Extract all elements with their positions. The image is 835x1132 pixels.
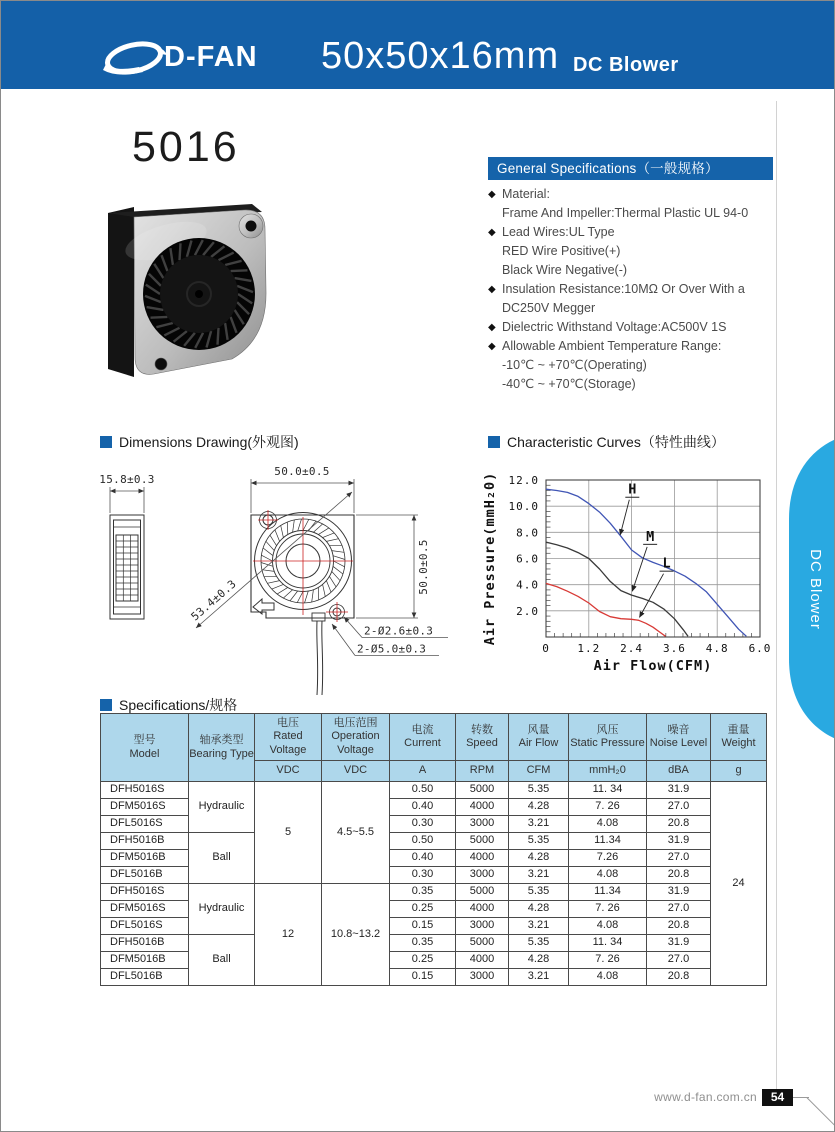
x-tick-label: 0 (542, 642, 550, 655)
data-cell: 20.8 (647, 969, 711, 986)
data-cell: 0.50 (390, 782, 456, 799)
data-cell: 3000 (456, 816, 509, 833)
col-header-current: 电流 Current (390, 714, 456, 761)
header-bar (1, 1, 834, 89)
data-cell: 4.08 (569, 969, 647, 986)
data-cell: 12 (255, 884, 322, 986)
data-cell: 0.25 (390, 901, 456, 918)
diamond-bullet-icon: ◆ (488, 227, 496, 238)
col-unit-speed: RPM (456, 761, 509, 782)
data-cell: 4.28 (509, 850, 569, 867)
data-cell: 31.9 (647, 884, 711, 901)
data-cell: 0.35 (390, 935, 456, 952)
x-tick-label: 1.2 (577, 642, 601, 655)
spec-item (488, 299, 793, 318)
spec-item-text: Frame And Impeller:Thermal Plastic UL 94-0 (502, 206, 749, 220)
data-cell: 0.50 (390, 833, 456, 850)
curve-H (546, 489, 746, 636)
data-cell: 3000 (456, 867, 509, 884)
data-cell: 31.9 (647, 935, 711, 952)
data-cell: 0.15 (390, 918, 456, 935)
x-tick-label: 4.8 (705, 642, 729, 655)
data-cell: 3000 (456, 969, 509, 986)
data-cell: 4000 (456, 901, 509, 918)
col-header-weight: 重量 Weight (711, 714, 767, 761)
footer-rule-diagonal (806, 1097, 835, 1127)
col-header-static-pressure: 风压 Static Pressure (569, 714, 647, 761)
square-bullet-icon (488, 436, 500, 448)
data-cell: 7. 26 (569, 952, 647, 969)
data-cell: 27.0 (647, 952, 711, 969)
data-cell: 31.9 (647, 833, 711, 850)
spec-item-text: Dielectric Withstand Voltage:AC500V 1S (502, 320, 727, 334)
footer-page-number: 54 (762, 1089, 793, 1106)
data-cell: 7. 26 (569, 901, 647, 918)
data-cell: Ball (189, 833, 255, 884)
col-header-speed: 转数 Speed (456, 714, 509, 761)
spec-table (100, 713, 767, 986)
square-bullet-icon (100, 436, 112, 448)
data-cell: 4.28 (509, 952, 569, 969)
spec-item-text: -10℃ ~ +70℃(Operating) (502, 358, 647, 372)
col-unit-noise-level: dBA (647, 761, 711, 782)
data-cell: 0.35 (390, 884, 456, 901)
section-title-dimensions: Dimensions Drawing(外观图) (100, 432, 299, 452)
col-unit-air-flow: CFM (509, 761, 569, 782)
spec-item (488, 375, 793, 394)
brand-name: D-FAN (164, 41, 258, 73)
spec-item-text: Allowable Ambient Temperature Range: (502, 339, 722, 353)
data-cell: 0.15 (390, 969, 456, 986)
small-hole-dim-label: 2-Ø2.6±0.3 (364, 624, 434, 638)
spec-item (488, 242, 793, 261)
table-row (101, 833, 767, 850)
product-type-title: DC Blower (573, 54, 679, 76)
section-title-curves: Characteristic Curves（特性曲线） (488, 432, 725, 452)
model-cell: DFM5016S (101, 799, 189, 816)
data-cell: 4.08 (569, 816, 647, 833)
diamond-bullet-icon: ◆ (488, 341, 496, 352)
data-cell: 31.9 (647, 782, 711, 799)
model-cell: DFL5016B (101, 867, 189, 884)
data-cell: 5.35 (509, 884, 569, 901)
data-cell: 10.8~13.2 (322, 884, 390, 986)
spec-item-text: -40℃ ~ +70℃(Storage) (502, 377, 636, 391)
brand-logo-icon (101, 37, 171, 81)
spec-item-text: Lead Wires:UL Type (502, 225, 615, 239)
model-cell: DFL5016B (101, 969, 189, 986)
y-tick-label: 2.0 (516, 604, 539, 618)
data-cell: 3.21 (509, 816, 569, 833)
model-cell: DFH5016S (101, 782, 189, 799)
data-cell: 20.8 (647, 918, 711, 935)
data-cell: 5.35 (509, 935, 569, 952)
data-cell: 3000 (456, 918, 509, 935)
data-cell: 5000 (456, 833, 509, 850)
y-tick-label: 8.0 (516, 526, 539, 540)
data-cell: 0.30 (390, 867, 456, 884)
model-cell: DFL5016S (101, 918, 189, 935)
diagonal-dim-label: 53.4±0.3 (188, 577, 239, 624)
general-specs-list (488, 185, 793, 394)
data-cell: 0.30 (390, 816, 456, 833)
x-tick-label: 3.6 (662, 642, 686, 655)
product-photo (104, 199, 279, 384)
data-cell: 4000 (456, 850, 509, 867)
data-cell: Hydraulic (189, 884, 255, 935)
large-hole-dim-label: 2-Ø5.0±0.3 (357, 642, 427, 656)
x-tick-label: 6.0 (748, 642, 772, 655)
data-cell: 4.5~5.5 (322, 782, 390, 884)
curve-label-M: M (646, 528, 655, 545)
spec-item (488, 280, 793, 299)
diamond-bullet-icon: ◆ (488, 189, 496, 200)
data-cell: 5 (255, 782, 322, 884)
data-cell: Hydraulic (189, 782, 255, 833)
data-cell: 11. 34 (569, 782, 647, 799)
footer-website: www.d-fan.com.cn (654, 1090, 757, 1104)
col-unit-rated-voltage: VDC (255, 761, 322, 782)
data-cell: 20.8 (647, 816, 711, 833)
model-cell: DFM5016B (101, 850, 189, 867)
spec-item-text: Material: (502, 187, 550, 201)
spec-item (488, 356, 793, 375)
data-cell: 4000 (456, 799, 509, 816)
spec-item (488, 337, 793, 356)
col-header-bearing-type: 轴承类型 Bearing Type (189, 714, 255, 782)
data-cell: 5.35 (509, 782, 569, 799)
col-header-rated-voltage: 电压 Rated Voltage (255, 714, 322, 761)
spec-item (488, 261, 793, 280)
data-cell: Ball (189, 935, 255, 986)
data-cell: 27.0 (647, 850, 711, 867)
spec-item (488, 223, 793, 242)
spec-item-text: Insulation Resistance:10MΩ Or Over With a (502, 282, 745, 296)
y-tick-label: 10.0 (508, 500, 539, 514)
general-specs-header: General Specifications（一般规格） (488, 157, 773, 180)
data-cell: 4.08 (569, 918, 647, 935)
col-unit-operation-voltage: VDC (322, 761, 390, 782)
data-cell: 5000 (456, 935, 509, 952)
spec-item (488, 318, 793, 337)
data-cell: 24 (711, 782, 767, 986)
table-row (101, 884, 767, 901)
table-row (101, 935, 767, 952)
data-cell: 4.08 (569, 867, 647, 884)
diamond-bullet-icon: ◆ (488, 284, 496, 295)
col-header-operation-voltage: 电压范围 Operation Voltage (322, 714, 390, 761)
height-dim-label: 50.0±0.5 (417, 539, 430, 595)
y-tick-label: 12.0 (508, 474, 539, 487)
page-title-size: 50x50x16mm (321, 35, 560, 77)
data-cell: 4.28 (509, 799, 569, 816)
side-tab-label: DC Blower (806, 548, 824, 630)
right-margin-rule (776, 101, 777, 1097)
data-cell: 0.40 (390, 799, 456, 816)
col-header-noise-level: 噪音 Noise Level (647, 714, 711, 761)
y-tick-label: 6.0 (516, 552, 539, 566)
side-tab-dc-blower (786, 439, 835, 739)
data-cell: 7.26 (569, 850, 647, 867)
curve-label-H: H (628, 481, 637, 498)
characteristic-curves-chart (481, 457, 781, 675)
model-cell: DFH5016B (101, 833, 189, 850)
data-cell: 20.8 (647, 867, 711, 884)
data-cell: 7. 26 (569, 799, 647, 816)
y-axis-label: Air Pressure(mmH₂0) (482, 471, 498, 646)
col-unit-weight: g (711, 761, 767, 782)
thickness-dim-label: 15.8±0.3 (99, 473, 155, 486)
model-cell: DFM5016S (101, 901, 189, 918)
spec-item-text: RED Wire Positive(+) (502, 244, 621, 258)
spec-item (488, 185, 793, 204)
data-cell: 27.0 (647, 799, 711, 816)
data-cell: 5.35 (509, 833, 569, 850)
data-cell: 3.21 (509, 918, 569, 935)
diamond-bullet-icon: ◆ (488, 322, 496, 333)
col-unit-current: A (390, 761, 456, 782)
data-cell: 4000 (456, 952, 509, 969)
spec-item (488, 204, 793, 223)
x-axis-label: Air Flow(CFM) (593, 658, 713, 674)
data-cell: 0.25 (390, 952, 456, 969)
table-row (101, 782, 767, 799)
col-header-model: 型号 Model (101, 714, 189, 782)
data-cell: 4.28 (509, 901, 569, 918)
col-unit-static-pressure: mmH₂0 (569, 761, 647, 782)
x-tick-label: 2.4 (620, 642, 644, 655)
curve-L (546, 583, 666, 636)
section-title-specifications: Specifications/规格 (100, 695, 237, 715)
data-cell: 11. 34 (569, 935, 647, 952)
dimensions-drawing (96, 457, 476, 697)
model-number: 5016 (132, 123, 240, 171)
width-dim-label: 50.0±0.5 (274, 465, 330, 478)
spec-item-text: Black Wire Negative(-) (502, 263, 628, 277)
spec-item-text: DC250V Megger (502, 301, 596, 315)
curve-label-L: L (662, 555, 671, 572)
data-cell: 11.34 (569, 884, 647, 901)
data-cell: 3.21 (509, 969, 569, 986)
model-cell: DFL5016S (101, 816, 189, 833)
data-cell: 5000 (456, 884, 509, 901)
data-cell: 5000 (456, 782, 509, 799)
model-cell: DFH5016S (101, 884, 189, 901)
model-cell: DFM5016B (101, 952, 189, 969)
data-cell: 3.21 (509, 867, 569, 884)
data-cell: 11.34 (569, 833, 647, 850)
data-cell: 27.0 (647, 901, 711, 918)
col-header-air-flow: 风量 Air Flow (509, 714, 569, 761)
model-cell: DFH5016B (101, 935, 189, 952)
y-tick-label: 4.0 (516, 578, 539, 592)
data-cell: 0.40 (390, 850, 456, 867)
square-bullet-icon (100, 699, 112, 711)
